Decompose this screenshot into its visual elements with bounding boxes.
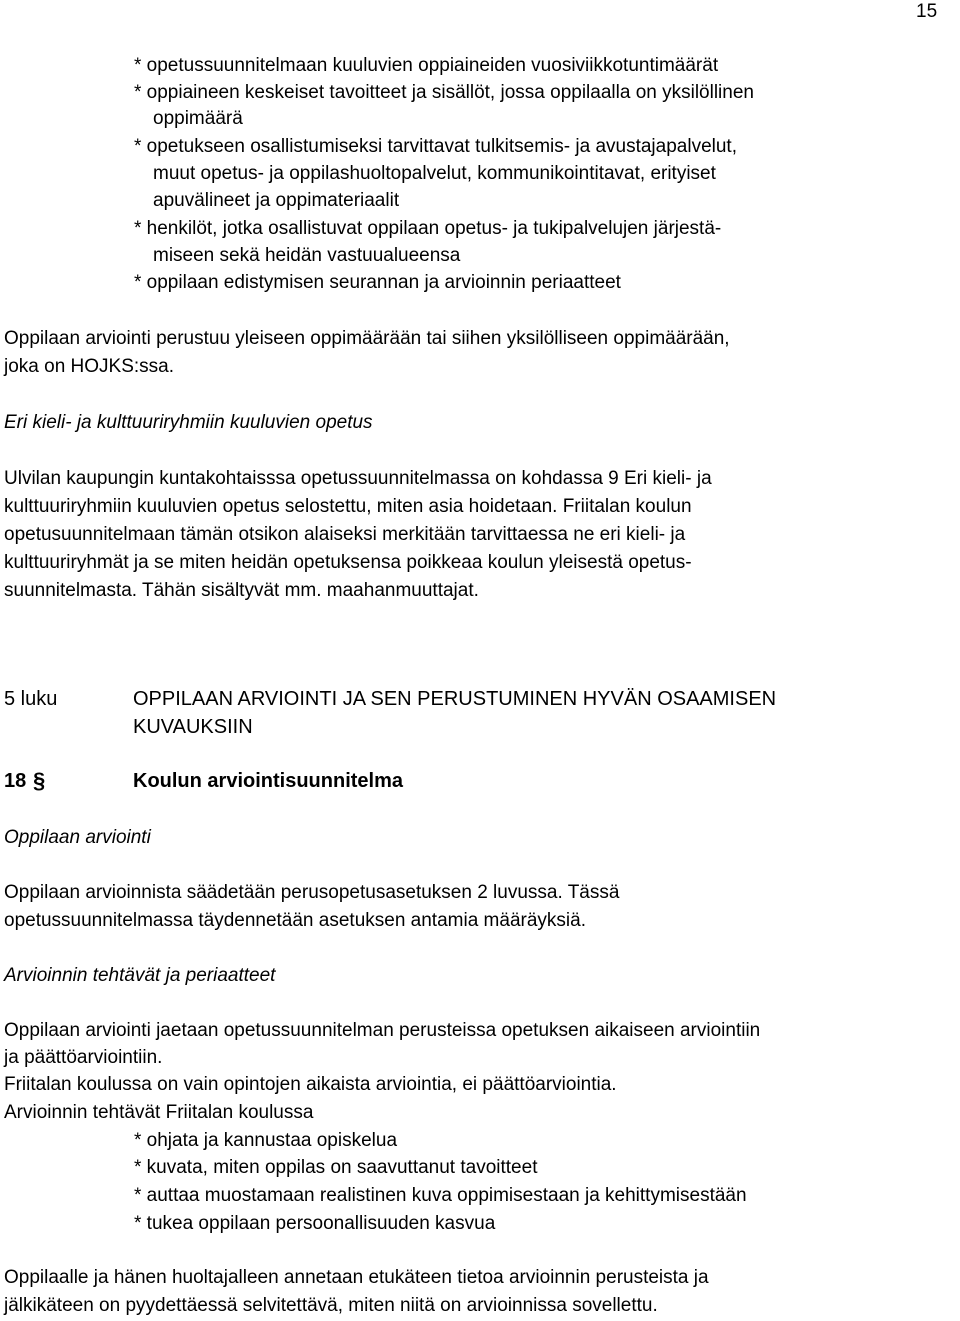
section-number: 18	[4, 770, 27, 792]
list1-item4-line2: miseen sekä heidän vastuualueensa	[153, 245, 461, 266]
para2-line5: suunnitelmasta. Tähän sisältyvät mm. maahanmuuttajat.	[4, 580, 479, 601]
para1-line2: joka on HOJKS:ssa.	[4, 356, 175, 377]
chapter-number: 5 luku	[4, 688, 58, 710]
list2-item2: * kuvata, miten oppilas on saavuttanut tavoitteet	[134, 1157, 538, 1178]
para4-line2: ja päättöarviointiin.	[4, 1047, 163, 1068]
list1-item3-line3: apuvälineet ja oppimateriaalit	[153, 190, 400, 211]
chapter-title-line1: OPPILAAN ARVIOINTI JA SEN PERUSTUMINEN HYVÄN OSAAMISEN	[133, 688, 777, 710]
list1-item3-line2: muut opetus- ja oppilashuoltopalvelut, kommunikointitavat, erityiset	[153, 163, 716, 184]
para2-line4: kulttuuriryhmät ja se miten heidän opetuksensa poikkeaa koulun yleisestä opetus-	[4, 552, 692, 573]
para3-line2: opetussuunnitelmassa täydennetään asetuksen antamia määräyksiä.	[4, 910, 586, 931]
section-title: Koulun arviointisuunnitelma	[133, 770, 404, 792]
para2-line2: kulttuuriryhmiin kuuluvien opetus selostettu, miten asia hoidetaan. Friitalan koulun	[4, 496, 692, 517]
para5-line1: Oppilaalle ja hänen huoltajalleen annetaan etukäteen tietoa arvioinnin perusteista ja	[4, 1267, 709, 1288]
para4-line4: Arvioinnin tehtävät Friitalan koulussa	[4, 1102, 314, 1123]
list1-item2-line1: * oppiaineen keskeiset tavoitteet ja sisällöt, jossa oppilaalla on yksilöllinen	[134, 82, 754, 103]
para1-line1: Oppilaan arviointi perustuu yleiseen oppimäärään tai siihen yksilölliseen oppimäärään,	[4, 328, 730, 349]
list1-item3-line1: * opetukseen osallistumiseksi tarvittavat tulkitsemis- ja avustajapalvelut,	[134, 136, 737, 157]
para4-line3: Friitalan koulussa on vain opintojen aikaista arviointia, ei päättöarviointia.	[4, 1074, 617, 1095]
para2-line3: opetusuunnitelmaan tämän otsikon alaiseksi merkitään tarvittaessa ne eri kieli- ja	[4, 524, 686, 545]
list1-item2-line2: oppimäärä	[153, 108, 243, 129]
list2-item3: * auttaa muostamaan realistinen kuva oppimisestaan ja kehittymisestään	[134, 1185, 747, 1206]
chapter-title-line2: KUVAUKSIIN	[133, 716, 253, 738]
subheading-student-assessment: Oppilaan arviointi	[4, 827, 151, 848]
para5-line2: jälkikäteen on pyydettäessä selvitettävä, miten niitä on arvioinnissa sovellettu.	[4, 1295, 658, 1316]
subheading-cultural-groups: Eri kieli- ja kulttuuriryhmiin kuuluvien opetus	[4, 412, 373, 433]
list2-item1: * ohjata ja kannustaa opiskelua	[134, 1130, 398, 1151]
section-symbol: §	[33, 768, 46, 793]
list1-item5: * oppilaan edistymisen seurannan ja arvioinnin periaatteet	[134, 272, 621, 293]
list1-item4-line1: * henkilöt, jotka osallistuvat oppilaan opetus- ja tukipalvelujen järjestä-	[134, 218, 722, 239]
page-number: 15	[916, 1, 938, 22]
para3-line1: Oppilaan arvioinnista säädetään perusopetusasetuksen 2 luvussa. Tässä	[4, 882, 620, 903]
subheading-assessment-tasks: Arvioinnin tehtävät ja periaatteet	[4, 965, 276, 986]
list2-item4: * tukea oppilaan persoonallisuuden kasvua	[134, 1213, 496, 1234]
para4-line1: Oppilaan arviointi jaetaan opetussuunnitelman perusteissa opetuksen aikaiseen arviointiin	[4, 1020, 761, 1041]
list1-item1: * opetussuunnitelmaan kuuluvien oppiaineiden vuosiviikkotuntimäärät	[134, 55, 719, 76]
para2-line1: Ulvilan kaupungin kuntakohtaisssa opetussuunnitelmassa on kohdassa 9 Eri kieli- ja	[4, 468, 712, 489]
